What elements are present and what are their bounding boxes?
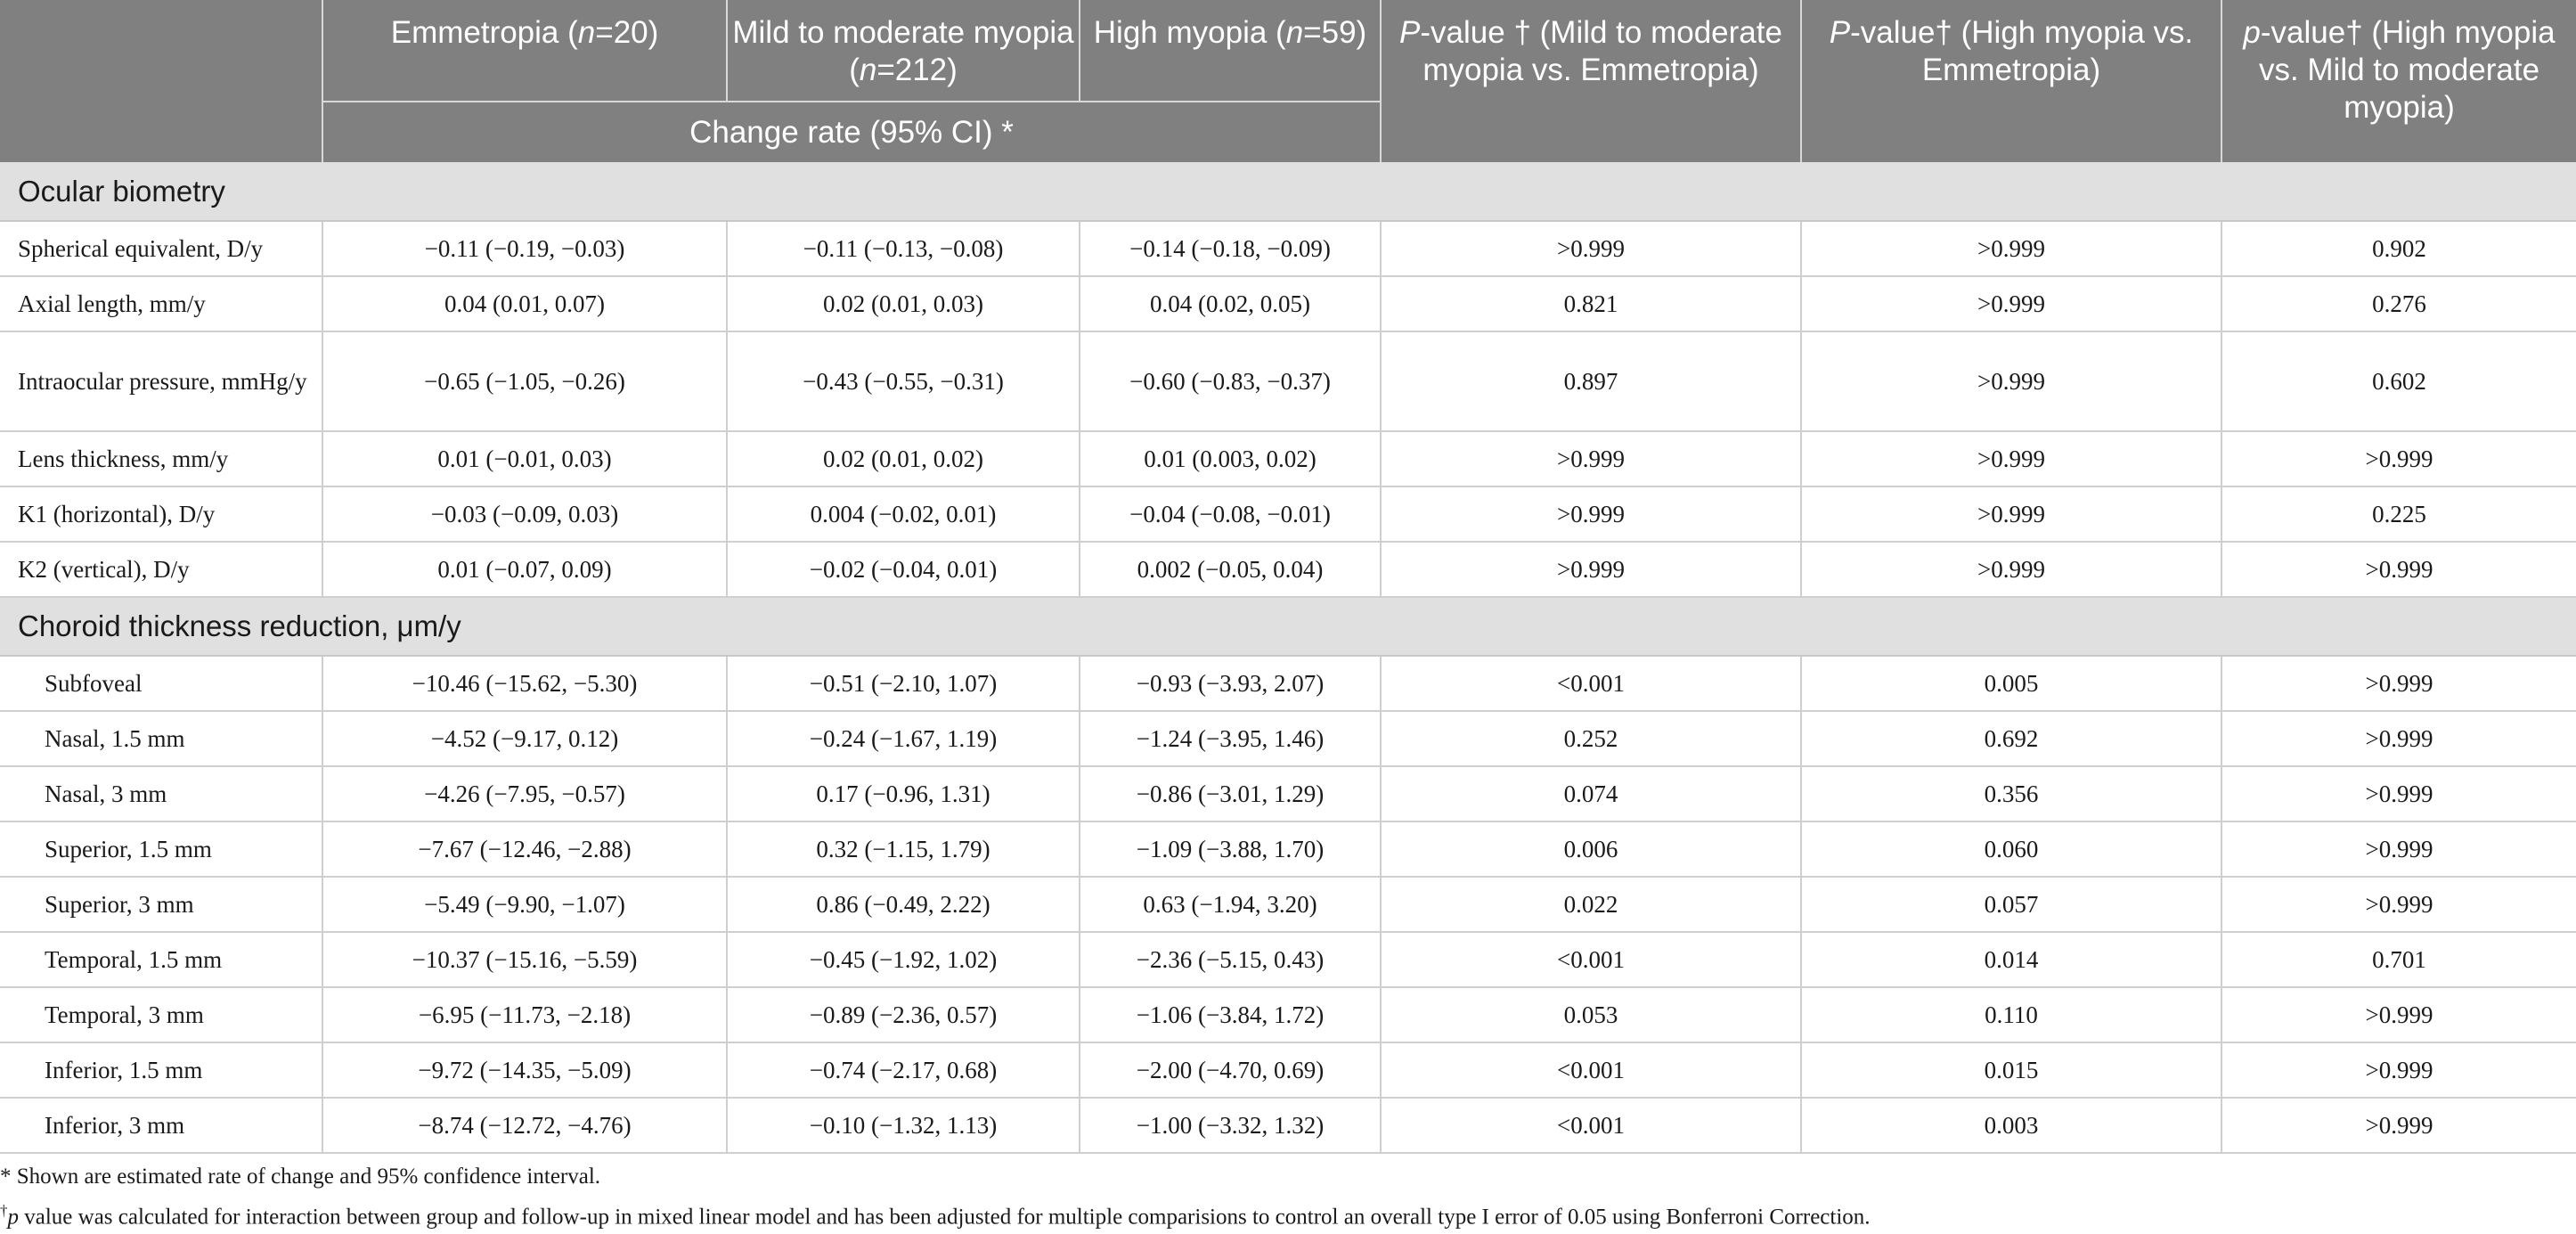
row-label: Superior, 1.5 mm [0,821,322,877]
p-mild-vs-emm-cell: >0.999 [1381,486,1801,542]
mild-moderate-cell: 0.02 (0.01, 0.02) [727,431,1080,486]
p-high-vs-emm-cell: >0.999 [1801,276,2221,331]
high-myopia-cell: 0.63 (−1.94, 3.20) [1080,877,1381,932]
mild-moderate-cell: −0.10 (−1.32, 1.13) [727,1098,1080,1153]
emmetropia-cell: −6.95 (−11.73, −2.18) [322,987,727,1042]
high-myopia-cell: −1.24 (−3.95, 1.46) [1080,711,1381,766]
emmetropia-cell: −10.37 (−15.16, −5.59) [322,932,727,987]
row-label: Temporal, 1.5 mm [0,932,322,987]
high-myopia-cell: −2.00 (−4.70, 0.69) [1080,1042,1381,1098]
p-high-vs-mild-cell: >0.999 [2221,1042,2576,1098]
emmetropia-cell: −0.03 (−0.09, 0.03) [322,486,727,542]
table-header [0,0,2576,162]
high-myopia-cell: −0.93 (−3.93, 2.07) [1080,656,1381,711]
table-row [0,932,2576,987]
row-label: K1 (horizontal), D/y [0,486,322,542]
p-mild-vs-emm-cell: >0.999 [1381,542,1801,597]
high-myopia-cell: −0.86 (−3.01, 1.29) [1080,766,1381,821]
table-row [0,987,2576,1042]
p-high-vs-mild-cell: >0.999 [2221,711,2576,766]
emmetropia-cell: −9.72 (−14.35, −5.09) [322,1042,727,1098]
table-row [0,656,2576,711]
emmetropia-cell: 0.01 (−0.01, 0.03) [322,431,727,486]
high-myopia-cell: −1.00 (−3.32, 1.32) [1080,1098,1381,1153]
p-high-vs-emm-cell: 0.057 [1801,877,2221,932]
row-label: Temporal, 3 mm [0,987,322,1042]
p-high-vs-emm-cell: 0.014 [1801,932,2221,987]
table-row [0,431,2576,486]
section-title: Choroid thickness reduction, μm/y [0,597,2576,656]
p-high-vs-mild-cell: 0.902 [2221,221,2576,276]
header-corner [0,0,322,162]
p-high-vs-mild-cell: >0.999 [2221,821,2576,877]
header-high-myopia: High myopia (n=59) [1080,0,1381,102]
high-myopia-cell: −1.06 (−3.84, 1.72) [1080,987,1381,1042]
p-high-vs-mild-cell: >0.999 [2221,766,2576,821]
emmetropia-cell: 0.01 (−0.07, 0.09) [322,542,727,597]
p-mild-vs-emm-cell: 0.821 [1381,276,1801,331]
header-p-high-vs-mild: p-value† (High myopia vs. Mild to moderate myopia) [2221,0,2576,162]
emmetropia-cell: −0.65 (−1.05, −0.26) [322,331,727,431]
p-high-vs-mild-cell: >0.999 [2221,877,2576,932]
table-row [0,331,2576,431]
section-row [0,162,2576,221]
row-label: K2 (vertical), D/y [0,542,322,597]
emmetropia-cell: 0.04 (0.01, 0.07) [322,276,727,331]
section-title: Ocular biometry [0,162,2576,221]
mild-moderate-cell: 0.02 (0.01, 0.03) [727,276,1080,331]
header-mild-moderate-myopia: Mild to moderate myopia (n=212) [727,0,1080,102]
table-row [0,486,2576,542]
mild-moderate-cell: 0.17 (−0.96, 1.31) [727,766,1080,821]
p-mild-vs-emm-cell: 0.006 [1381,821,1801,877]
row-label: Inferior, 3 mm [0,1098,322,1153]
table-row [0,766,2576,821]
p-mild-vs-emm-cell: <0.001 [1381,1098,1801,1153]
mild-moderate-cell: 0.86 (−0.49, 2.22) [727,877,1080,932]
emmetropia-cell: −0.11 (−0.19, −0.03) [322,221,727,276]
table-row [0,1098,2576,1153]
row-label: Superior, 3 mm [0,877,322,932]
high-myopia-cell: 0.04 (0.02, 0.05) [1080,276,1381,331]
high-myopia-cell: −0.04 (−0.08, −0.01) [1080,486,1381,542]
table-row [0,877,2576,932]
p-mild-vs-emm-cell: 0.074 [1381,766,1801,821]
p-mild-vs-emm-cell: 0.897 [1381,331,1801,431]
row-label: Subfoveal [0,656,322,711]
p-high-vs-mild-cell: 0.701 [2221,932,2576,987]
p-mild-vs-emm-cell: 0.252 [1381,711,1801,766]
footnote-ci: * Shown are estimated rate of change and 95% confidence interval. [0,1165,601,1189]
mild-moderate-cell: −0.45 (−1.92, 1.02) [727,932,1080,987]
p-high-vs-mild-cell: >0.999 [2221,656,2576,711]
table-row [0,542,2576,597]
p-high-vs-emm-cell: >0.999 [1801,486,2221,542]
row-label: Lens thickness, mm/y [0,431,322,486]
row-label: Axial length, mm/y [0,276,322,331]
row-label: Nasal, 1.5 mm [0,711,322,766]
p-mild-vs-emm-cell: >0.999 [1381,221,1801,276]
mild-moderate-cell: −0.24 (−1.67, 1.19) [727,711,1080,766]
high-myopia-cell: −1.09 (−3.88, 1.70) [1080,821,1381,877]
p-high-vs-emm-cell: 0.015 [1801,1042,2221,1098]
header-emmetropia: Emmetropia (n=20) [322,0,727,102]
p-high-vs-emm-cell: 0.356 [1801,766,2221,821]
table-row [0,821,2576,877]
p-mild-vs-emm-cell: 0.053 [1381,987,1801,1042]
p-high-vs-mild-cell: >0.999 [2221,542,2576,597]
mild-moderate-cell: 0.32 (−1.15, 1.79) [727,821,1080,877]
p-high-vs-mild-cell: >0.999 [2221,1098,2576,1153]
emmetropia-cell: −4.52 (−9.17, 0.12) [322,711,727,766]
emmetropia-cell: −7.67 (−12.46, −2.88) [322,821,727,877]
mild-moderate-cell: −0.89 (−2.36, 0.57) [727,987,1080,1042]
p-mild-vs-emm-cell: >0.999 [1381,431,1801,486]
table-row [0,1042,2576,1098]
header-change-rate: Change rate (95% CI) * [322,102,1381,162]
table-row [0,276,2576,331]
mild-moderate-cell: 0.004 (−0.02, 0.01) [727,486,1080,542]
p-high-vs-emm-cell: >0.999 [1801,431,2221,486]
section-row [0,597,2576,656]
p-high-vs-emm-cell: 0.005 [1801,656,2221,711]
row-label: Inferior, 1.5 mm [0,1042,322,1098]
p-mild-vs-emm-cell: <0.001 [1381,932,1801,987]
p-high-vs-emm-cell: 0.003 [1801,1098,2221,1153]
header-p-high-vs-emm: P-value† (High myopia vs. Emmetropia) [1801,0,2221,162]
p-mild-vs-emm-cell: <0.001 [1381,656,1801,711]
high-myopia-cell: 0.01 (0.003, 0.02) [1080,431,1381,486]
high-myopia-cell: −2.36 (−5.15, 0.43) [1080,932,1381,987]
p-high-vs-emm-cell: 0.060 [1801,821,2221,877]
high-myopia-cell: −0.14 (−0.18, −0.09) [1080,221,1381,276]
p-high-vs-mild-cell: >0.999 [2221,987,2576,1042]
row-label: Intraocular pressure, mmHg/y [0,331,322,431]
p-mild-vs-emm-cell: 0.022 [1381,877,1801,932]
header-p-mild-vs-emm: P-value † (Mild to moderate myopia vs. Emmetropia) [1381,0,1801,162]
mild-moderate-cell: −0.74 (−2.17, 0.68) [727,1042,1080,1098]
row-label: Spherical equivalent, D/y [0,221,322,276]
p-high-vs-emm-cell: >0.999 [1801,221,2221,276]
p-high-vs-mild-cell: 0.225 [2221,486,2576,542]
p-high-vs-mild-cell: 0.276 [2221,276,2576,331]
table-body [0,162,2576,1153]
row-label: Nasal, 3 mm [0,766,322,821]
emmetropia-cell: −10.46 (−15.62, −5.30) [322,656,727,711]
high-myopia-cell: −0.60 (−0.83, −0.37) [1080,331,1381,431]
footnote-p-value: †p value was calculated for interaction between group and follow-up in mixed linear model and has been adjusted for multiple comparisions to control an overall type I error of 0.05 using Bonferroni Correction. [0,1202,1871,1230]
p-high-vs-emm-cell: 0.692 [1801,711,2221,766]
mild-moderate-cell: −0.11 (−0.13, −0.08) [727,221,1080,276]
table-row [0,711,2576,766]
emmetropia-cell: −5.49 (−9.90, −1.07) [322,877,727,932]
footnotes [0,1160,2576,1234]
p-high-vs-emm-cell: >0.999 [1801,542,2221,597]
high-myopia-cell: 0.002 (−0.05, 0.04) [1080,542,1381,597]
mild-moderate-cell: −0.43 (−0.55, −0.31) [727,331,1080,431]
p-mild-vs-emm-cell: <0.001 [1381,1042,1801,1098]
emmetropia-cell: −8.74 (−12.72, −4.76) [322,1098,727,1153]
p-high-vs-emm-cell: 0.110 [1801,987,2221,1042]
p-high-vs-emm-cell: >0.999 [1801,331,2221,431]
emmetropia-cell: −4.26 (−7.95, −0.57) [322,766,727,821]
table-row [0,221,2576,276]
p-high-vs-mild-cell: >0.999 [2221,431,2576,486]
mild-moderate-cell: −0.02 (−0.04, 0.01) [727,542,1080,597]
mild-moderate-cell: −0.51 (−2.10, 1.07) [727,656,1080,711]
p-high-vs-mild-cell: 0.602 [2221,331,2576,431]
